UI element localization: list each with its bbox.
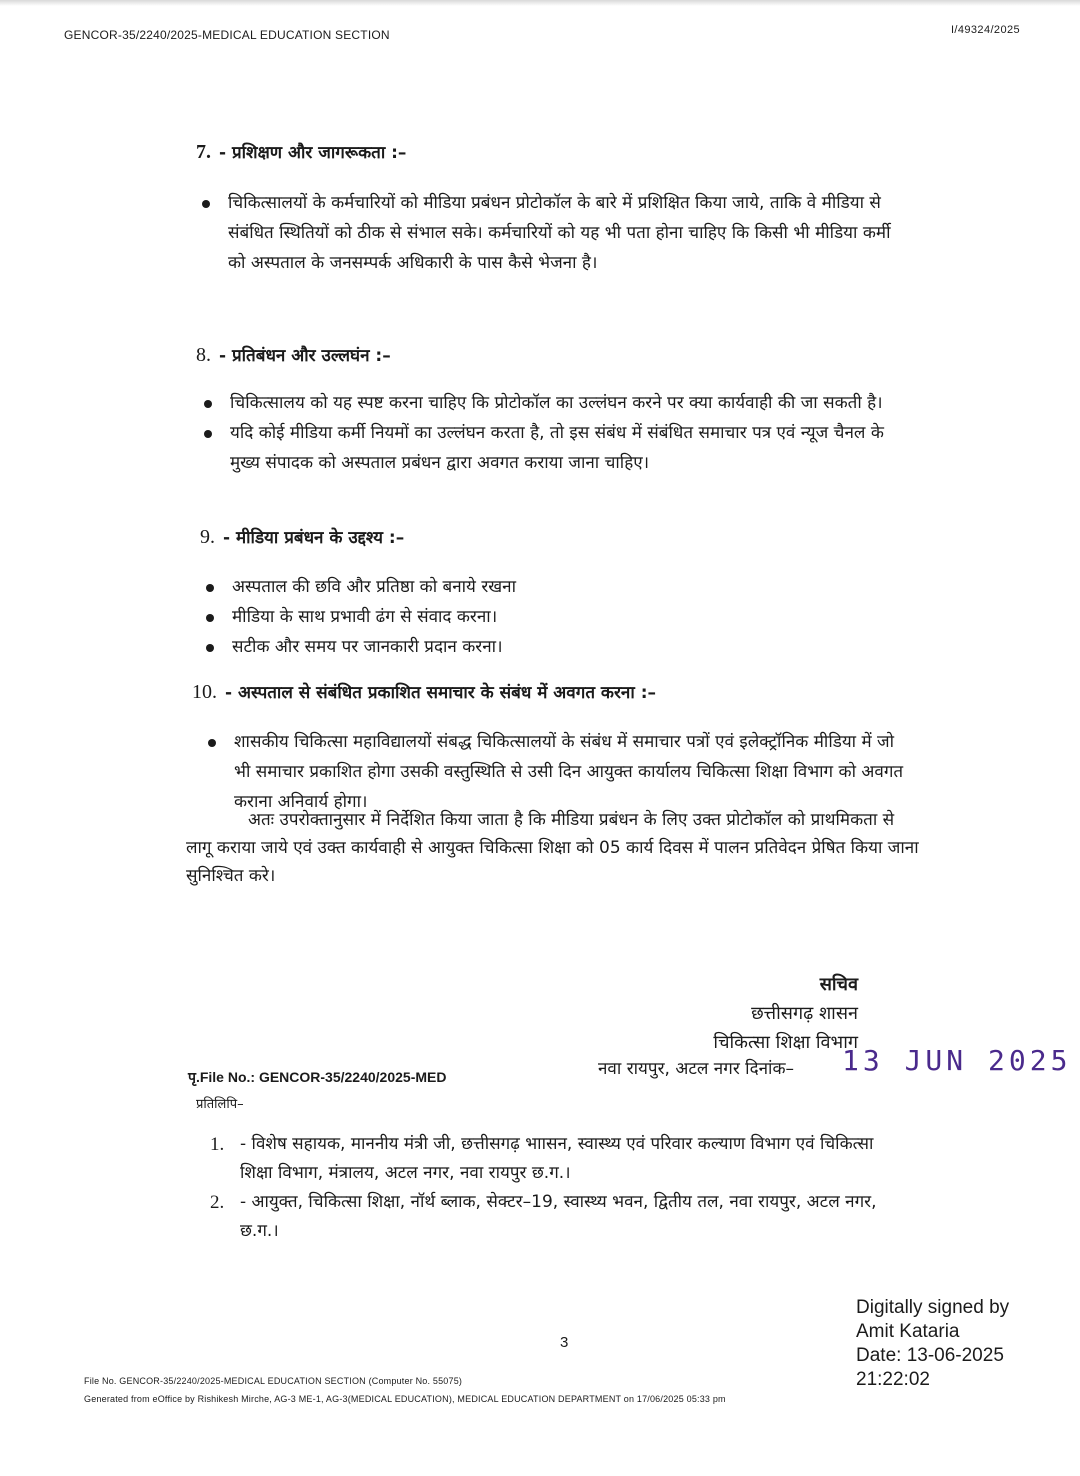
page-top-edge (0, 0, 1080, 6)
header-file-ref: GENCOR-35/2240/2025-MEDICAL EDUCATION SECTION (64, 28, 390, 42)
section-number: 9. (200, 526, 215, 548)
section-number: 7. (196, 141, 211, 163)
section-9-heading (200, 525, 404, 549)
bullet-icon (204, 400, 212, 408)
section-number: 8. (196, 344, 211, 366)
copy-list (210, 1130, 910, 1246)
list-item: मीडिया के साथ प्रभावी ढंग से संवाद करना। (206, 602, 906, 632)
bullet-icon (204, 430, 212, 438)
section-7-list (202, 188, 902, 278)
file-number: पृ.File No.: GENCOR-35/2240/2025-MED (188, 1069, 447, 1085)
closing-paragraph: अतः उपरोक्तानुसार में निर्देशित किया जाता है कि मीडिया प्रबंधन के लिए उक्त प्रोटोकॉल को प्राथमिकता से लागू कराया जाये एवं उक्त कार्यवाही से आयुक्त चिकित्सा शिक्षा को 05 कार्य दिवस में पालन प्रतिवेदन प्रेषित किया जाना सुनिश्चित करे। (186, 810, 919, 886)
section-8-list (204, 388, 916, 478)
copy-number: 1. (210, 1134, 225, 1155)
section-8-heading (196, 343, 391, 367)
signature-block (713, 970, 858, 1057)
section-number: 10. (192, 681, 217, 703)
footer-line-2: Generated from eOffice by Rishikesh Mirche, AG-3 ME-1, AG-3(MEDICAL EDUCATION), MEDICAL EDUCATION DEPARTMENT on 17/06/2025 05:33 pm (84, 1394, 726, 1404)
signatory-dept: चिकित्सा शिक्षा विभाग (713, 1032, 858, 1053)
copy-item: 2. - आयुक्त, चिकित्सा शिक्षा, नॉर्थ ब्लाक, सेक्टर–19, स्वास्थ्य भवन, द्वितीय तल, नवा रायपुर, अटल नगर, छ.ग.। (210, 1188, 910, 1246)
digital-signature: Digitally signed by Amit Kataria Date: 13-06-2025 21:22:02 (856, 1297, 1010, 1390)
section-title: - मीडिया प्रबंधन के उद्दश्य :– (223, 528, 405, 548)
list-item: यदि कोई मीडिया कर्मी नियमों का उल्लंघन करता है, तो इस संबंध में संबंधित समाचार पत्र एवं न्यूज चैनल के मुख्य संपादक को अस्पताल प्रबंधन द्वारा अवगत कराया जाना चाहिए। (204, 418, 916, 478)
footer-line-1: File No. GENCOR-35/2240/2025-MEDICAL EDUCATION SECTION (Computer No. 55075) (84, 1376, 463, 1386)
signatory-title: सचिव (819, 974, 858, 995)
section-title: - प्रतिबंधन और उल्लघंन :– (219, 346, 391, 366)
page-number: 3 (560, 1334, 569, 1351)
list-item: चिकित्सालयों के कर्मचारियों को मीडिया प्रबंधन प्रोटोकॉल के बारे में प्रशिक्षित किया जाये, ताकि वे मीडिया से संबंधित स्थितियों को ठीक से संभाल सके। कर्मचारियों को यह भी पता होना चाहिए कि किसी भी मीडिया कर्मी को अस्पताल के जनसम्पर्क अधिकारी के पास कैसे भेजना है। (202, 188, 902, 278)
section-title: - प्रशिक्षण और जागरूकता :– (219, 143, 407, 163)
section-10-list (208, 727, 908, 817)
section-10-heading (192, 680, 656, 704)
bullet-icon (206, 584, 214, 592)
header-doc-ref: I/49324/2025 (950, 24, 1020, 36)
list-item: सटीक और समय पर जानकारी प्रदान करना। (206, 632, 906, 662)
list-item: अस्पताल की छवि और प्रतिष्ठा को बनाये रखना (206, 572, 906, 602)
date-label: नवा रायपुर, अटल नगर दिनांक– (598, 1059, 794, 1079)
section-title: - अस्पताल से संबंधित प्रकाशित समाचार के संबंध में अवगत करना :– (225, 683, 656, 703)
section-7-heading (196, 140, 406, 164)
copy-item: 1. - विशेष सहायक, माननीय मंत्री जी, छत्तीसगढ़ भाासन, स्वास्थ्य एवं परिवार कल्याण विभाग एवं चिकित्सा शिक्षा विभाग, मंत्रालय, अटल नगर, नवा रायपुर छ.ग.। (210, 1130, 910, 1188)
date-stamp: 13 JUN 2025 (842, 1044, 1072, 1077)
list-item: चिकित्सालय को यह स्पष्ट करना चाहिए कि प्रोटोकॉल का उल्लंघन करने पर क्या कार्यवाही की जा सकती है। (204, 388, 916, 418)
bullet-icon (206, 644, 214, 652)
bullet-icon (208, 739, 216, 747)
list-item: शासकीय चिकित्सा महाविद्यालयों संबद्ध चिकित्सालयों के संबंध में समाचार पत्रों एवं इलेक्ट्रॉनिक मीडिया में जो भी समाचार प्रकाशित होगा उसकी वस्तुस्थिति से उसी दिन आयुक्त कार्यालय चिकित्सा शिक्षा विभाग को अवगत कराना अनिवार्य होगा। (208, 727, 908, 817)
bullet-icon (206, 614, 214, 622)
copy-number: 2. (210, 1192, 225, 1213)
signatory-org: छत्तीसगढ़ शासन (751, 1003, 858, 1024)
copy-label: प्रतिलिपि– (196, 1097, 244, 1112)
footer (84, 1372, 726, 1408)
bullet-icon (202, 200, 210, 208)
section-9-list (206, 572, 906, 662)
